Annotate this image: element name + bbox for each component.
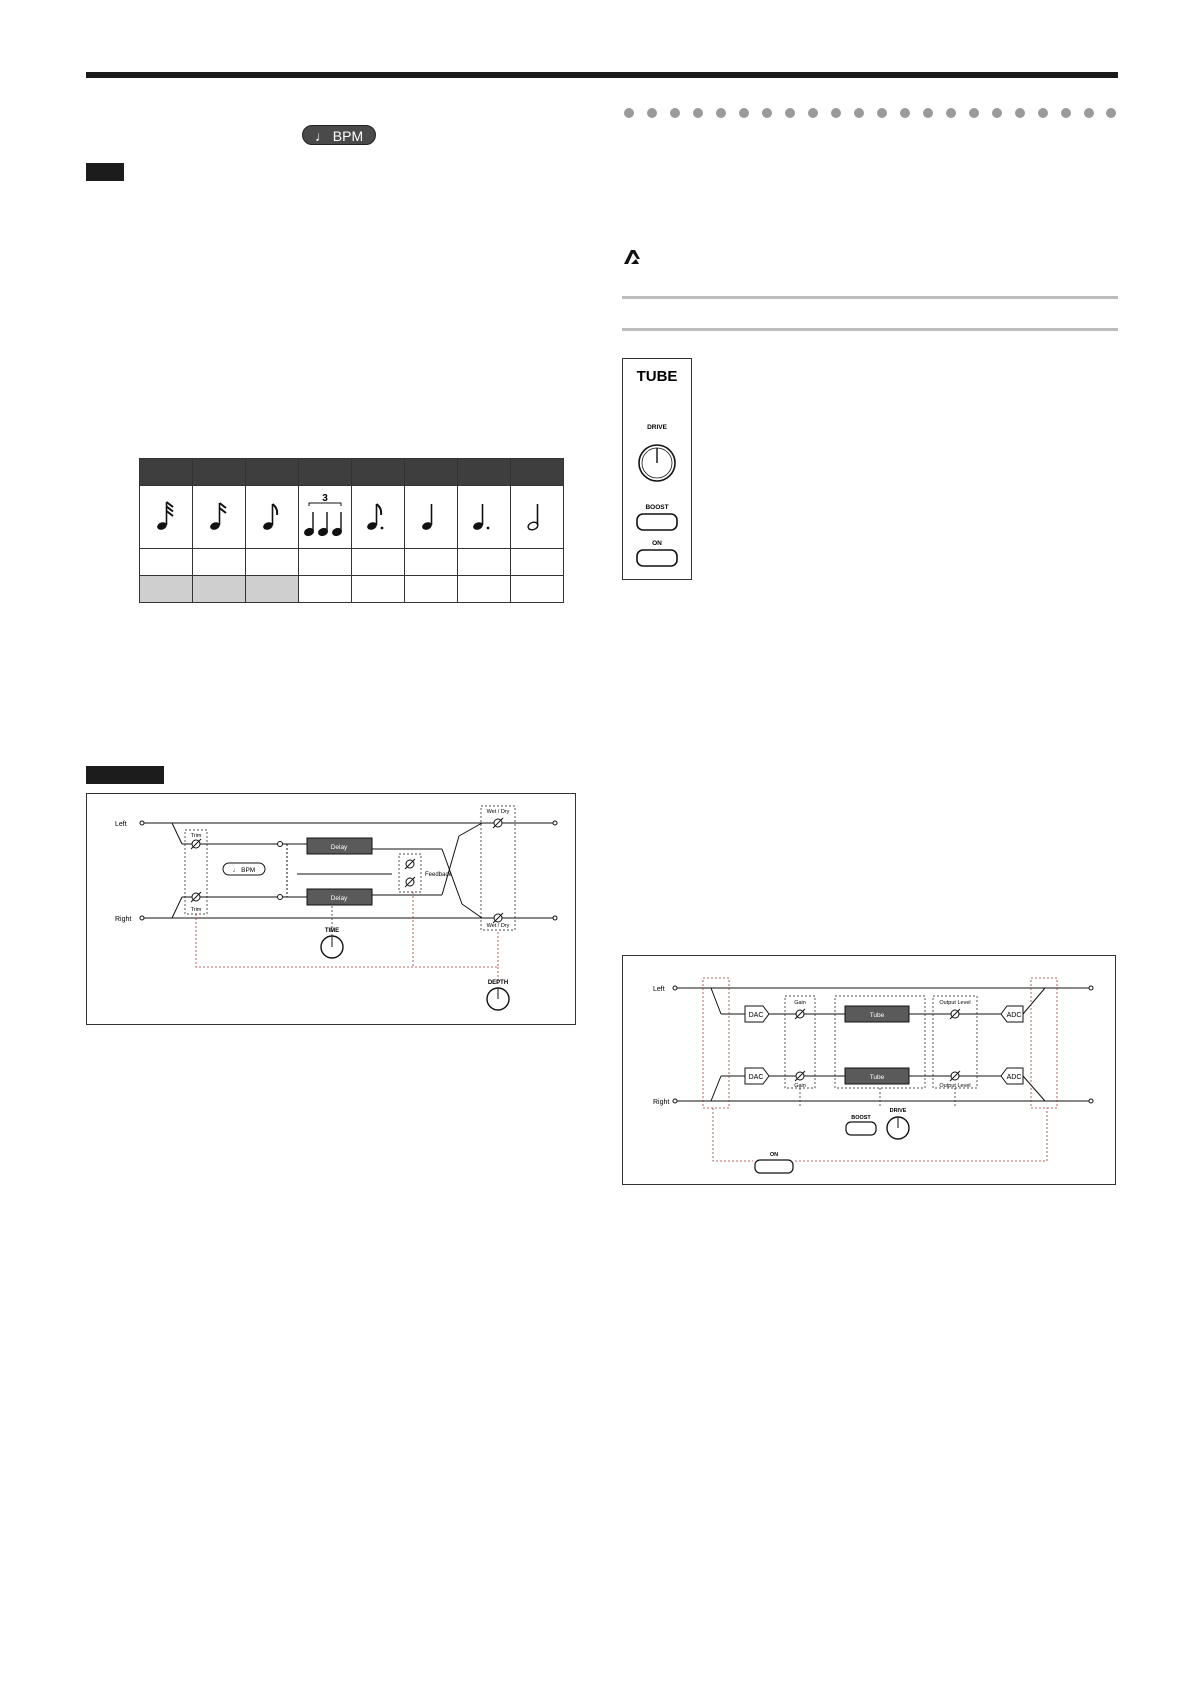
- note-1-2: [511, 486, 564, 549]
- right-channel-label: Right: [653, 1099, 670, 1106]
- gray-rule: [622, 328, 1118, 331]
- tube-label-top: Tube: [869, 1012, 885, 1019]
- table-row: [140, 549, 564, 576]
- tube-block-diagram: [622, 955, 1116, 1185]
- tube-label-bottom: Tube: [869, 1074, 885, 1081]
- right-channel-label: Right: [115, 916, 132, 923]
- time-knob[interactable]: [321, 936, 343, 958]
- note-1-16: [193, 486, 246, 549]
- output-level-label-top: Output Level: [939, 1000, 971, 1006]
- boost-label: BOOST: [851, 1115, 871, 1121]
- drive-knob[interactable]: [887, 1117, 909, 1139]
- depth-knob[interactable]: [487, 988, 509, 1010]
- gain-label-top: Gain: [794, 1000, 806, 1006]
- gain-label-bottom: Gain: [794, 1083, 806, 1089]
- delay-block-diagram: [86, 793, 576, 1025]
- note-dotted-1-8: [352, 486, 405, 549]
- wet-dry-label-top: Wet / Dry: [486, 809, 510, 815]
- table-symbol-row: [140, 486, 564, 549]
- note-1-32: [140, 486, 193, 549]
- tube-effect-panel: [622, 358, 692, 580]
- section-tag: [86, 163, 124, 181]
- boost-button[interactable]: [637, 514, 677, 530]
- note-value-table: [139, 458, 564, 603]
- drive-label: DRIVE: [647, 424, 667, 431]
- on-label: ON: [652, 540, 662, 547]
- wet-dry-label-bottom: Wet / Dry: [486, 923, 510, 929]
- drive-label: DRIVE: [889, 1108, 907, 1114]
- tube-title: TUBE: [636, 368, 678, 385]
- bpm-badge: ♩ BPM: [302, 125, 376, 145]
- on-label: ON: [769, 1152, 779, 1158]
- note-triplet: [299, 486, 352, 549]
- on-button[interactable]: [755, 1160, 793, 1173]
- gray-rule: [622, 296, 1118, 299]
- depth-label: DEPTH: [487, 980, 509, 986]
- adc-label-top: ADC: [1006, 1012, 1022, 1019]
- note-dotted-1-4: [458, 486, 511, 549]
- triplet-number: 3: [322, 492, 328, 504]
- note-1-4: [405, 486, 458, 549]
- time-label: TIME: [324, 928, 340, 934]
- drive-knob[interactable]: [639, 445, 675, 481]
- dac-label-top: DAC: [748, 1012, 764, 1019]
- section-dots: [622, 106, 1118, 120]
- trim-label-bottom: Trim: [190, 907, 202, 913]
- trim-label-top: Trim: [190, 833, 202, 839]
- header-rule: [86, 72, 1118, 78]
- diagram-tag: [86, 766, 164, 784]
- boost-label: BOOST: [645, 504, 669, 511]
- left-channel-label: Left: [653, 986, 665, 993]
- bpm-sync-label: ♩ BPM: [232, 867, 256, 874]
- left-channel-label: Left: [115, 821, 127, 828]
- table-row: [140, 576, 564, 603]
- note-1-8: [246, 486, 299, 549]
- output-level-label-bottom: Output Level: [939, 1083, 971, 1089]
- dac-label-bottom: DAC: [748, 1074, 764, 1081]
- delay-label-right: Delay: [330, 895, 348, 902]
- adc-label-bottom: ADC: [1006, 1074, 1022, 1081]
- table-header-row: [140, 459, 564, 486]
- boost-button[interactable]: [846, 1122, 876, 1135]
- delay-label-left: Delay: [330, 844, 348, 851]
- warning-icon: [622, 247, 642, 267]
- on-button[interactable]: [637, 550, 677, 566]
- feedback-label: Feedback: [425, 872, 452, 878]
